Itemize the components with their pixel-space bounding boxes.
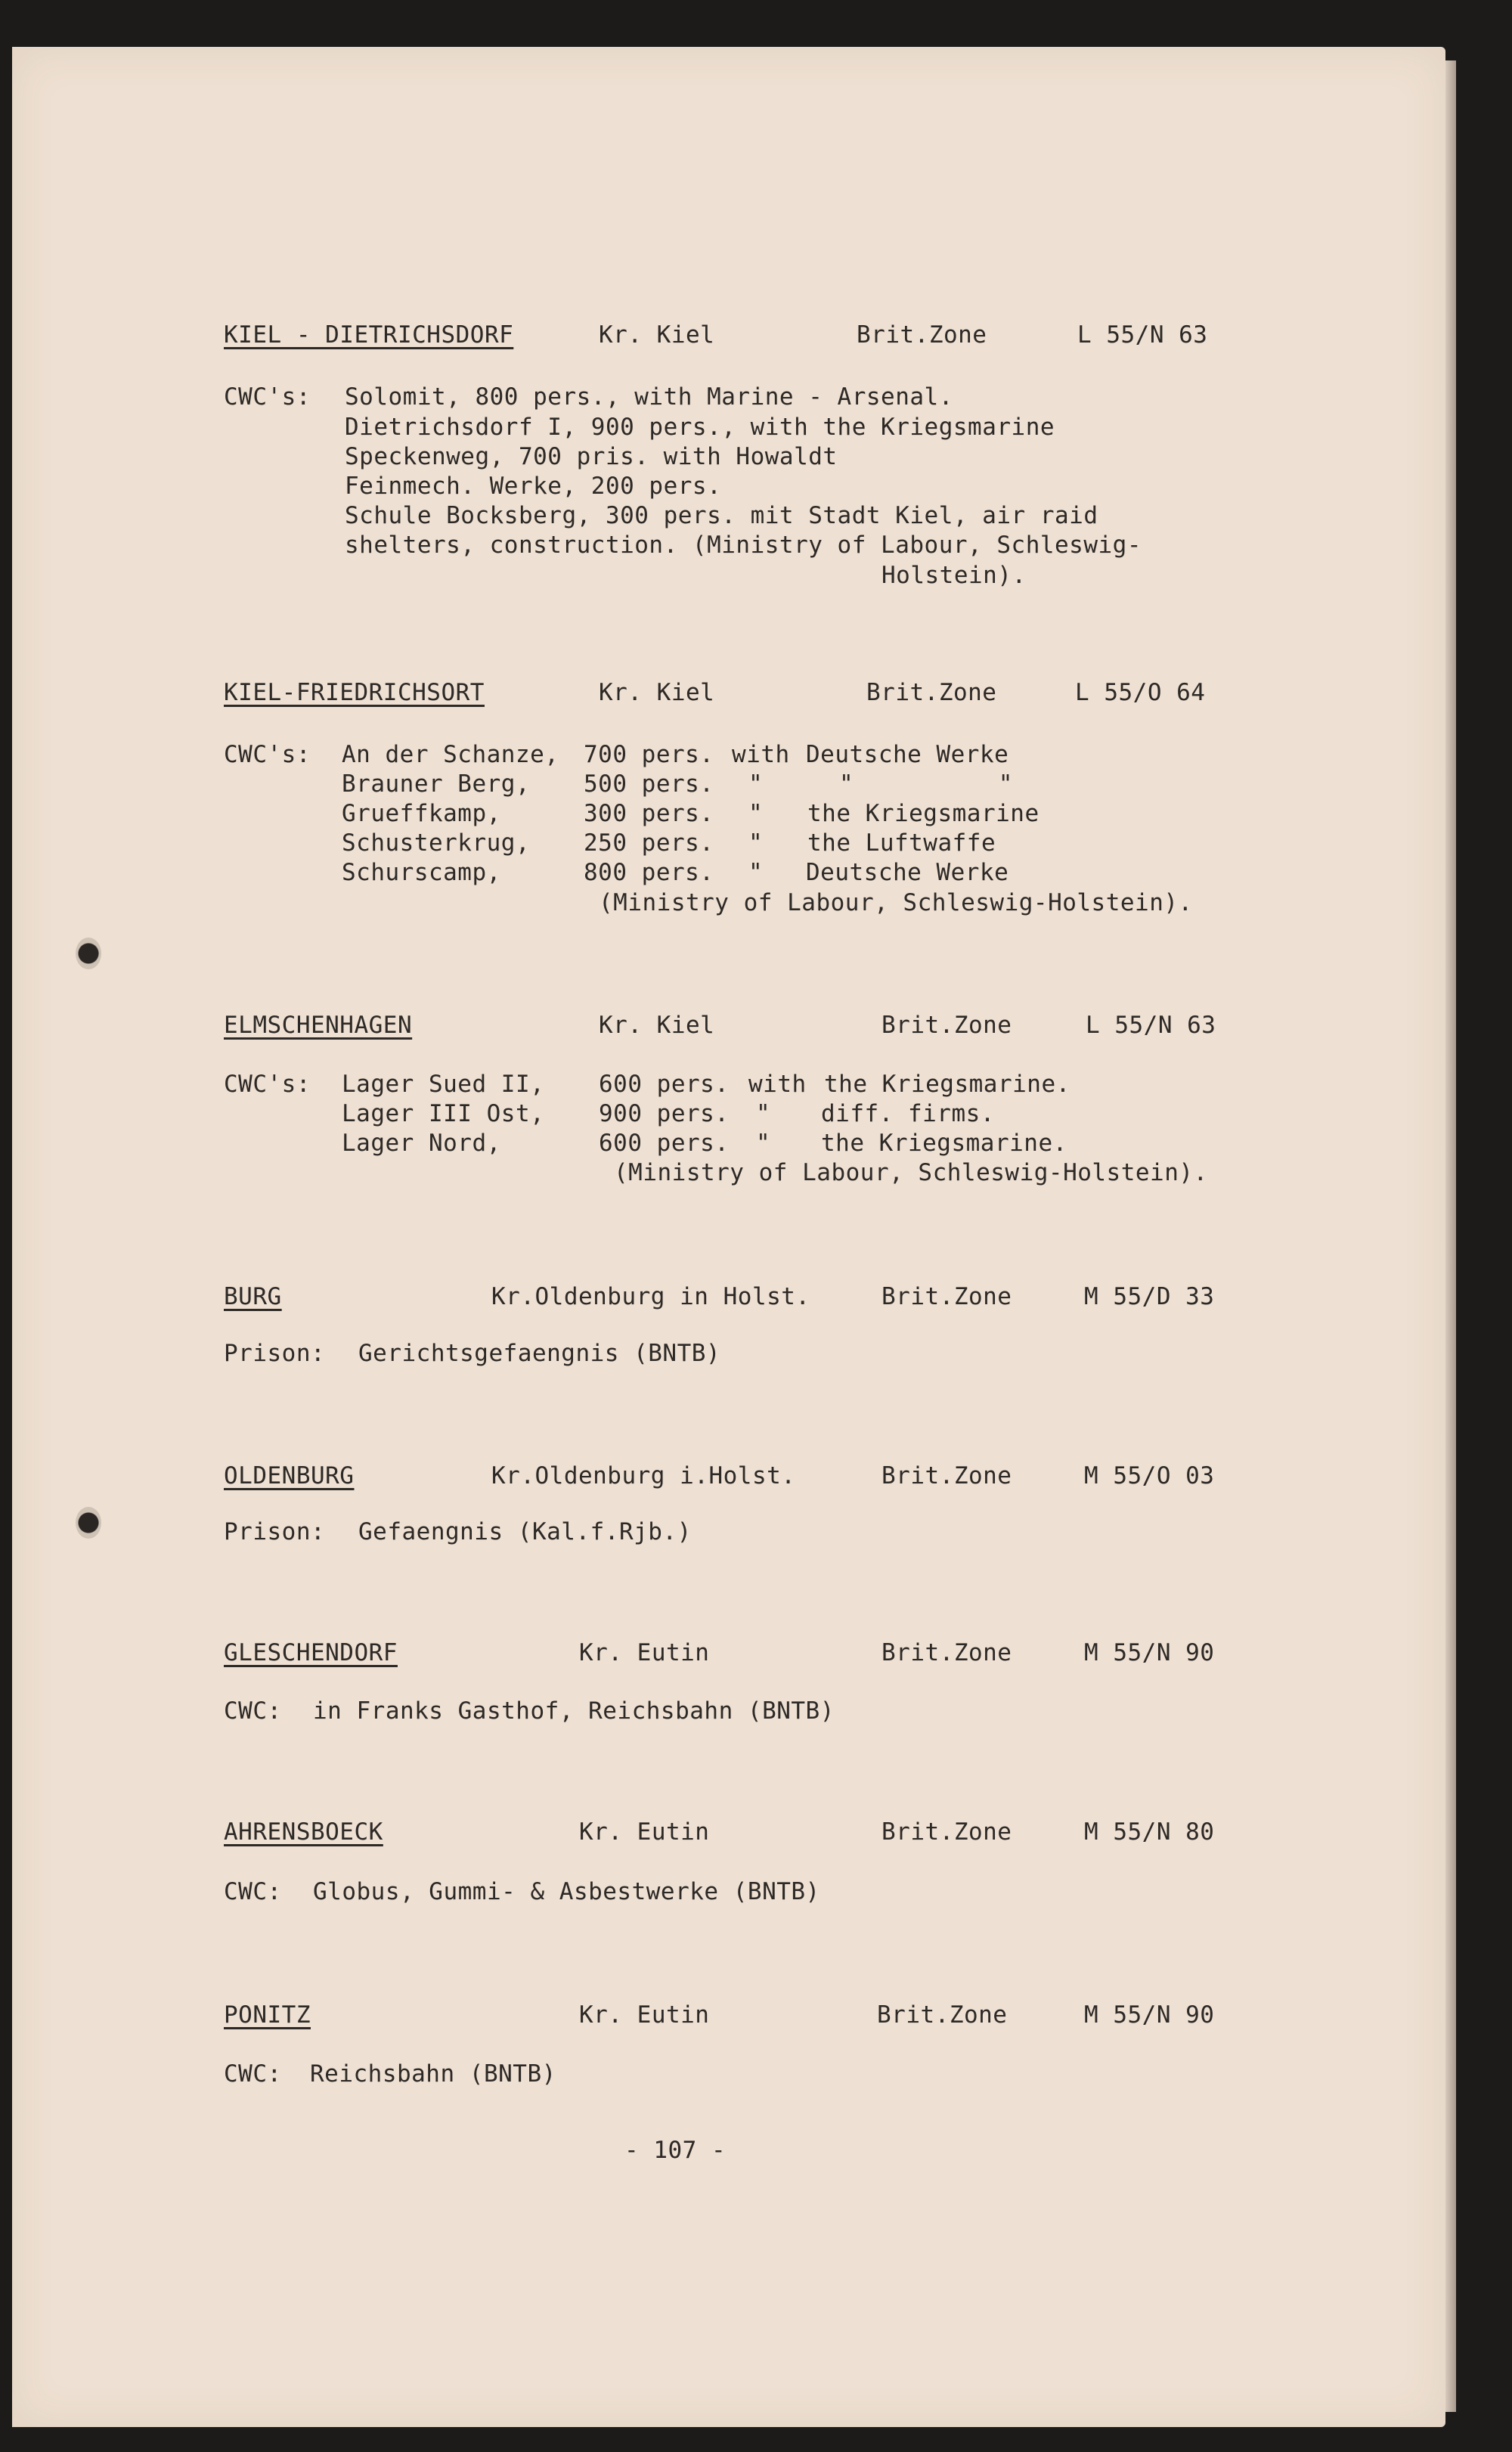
entry-grid: M 55/D 33 [1084,1283,1215,1310]
camp-count: 600 pers. [599,1130,730,1157]
entry-district: Kr. Eutin [579,1639,710,1666]
camp-firm: the Kriegsmarine. [821,1130,1067,1157]
camp-firm: the Kriegsmarine. [824,1071,1070,1098]
entry-zone: Brit.Zone [857,321,987,349]
entry-district: Kr. Eutin [579,1818,710,1846]
entry-line: Dietrichsdorf I, 900 pers., with the Kriegsmarine [345,414,1055,441]
camp-firm: Deutsche Werke [806,741,1009,768]
camp-count: 800 pers. [584,859,714,886]
entry-grid: M 55/N 90 [1084,2001,1215,2029]
entry-line: Feinmech. Werke, 200 pers. [345,473,722,500]
camp-count: 500 pers. [584,770,714,798]
entry-note: (Ministry of Labour, Schleswig-Holstein). [599,889,1193,916]
entry-place: AHRENSBOECK [224,1818,383,1846]
camp-firm: " " [839,770,1013,798]
camp-with: " [756,1130,771,1157]
camp-with: " [748,800,764,827]
entry-zone: Brit.Zone [881,1283,1012,1310]
entry-label: Prison: [224,1340,326,1367]
camp-firm: the Kriegsmarine [807,800,1040,827]
entry-label: CWC: [224,1697,282,1725]
entry-label: CWC's: [224,383,311,411]
entry-place: ELMSCHENHAGEN [224,1012,413,1039]
entry-text: Gerichtsgefaengnis (BNTB) [358,1340,721,1367]
entry-label: CWC: [224,2060,282,2088]
entry-district: Kr. Kiel [599,321,715,349]
entry-grid: L 55/O 64 [1075,679,1206,706]
camp-with: " [756,1100,771,1127]
entry-zone: Brit.Zone [866,679,997,706]
camp-with: with [748,1071,807,1098]
entry-text: Globus, Gummi- & Asbestwerke (BNTB) [313,1878,820,1905]
camp-with: " [748,770,764,798]
entry-place: KIEL-FRIEDRICHSORT [224,679,485,706]
entry-place: OLDENBURG [224,1462,355,1489]
entry-zone: Brit.Zone [881,1818,1012,1846]
camp-firm: Deutsche Werke [806,859,1009,886]
camp-with: with [732,741,790,768]
entry-line: Schule Bocksberg, 300 pers. mit Stadt Kiel, air raid [345,502,1098,529]
camp-name: Lager Nord, [342,1130,501,1157]
camp-name: Schurscamp, [342,859,501,886]
camp-name: Schusterkrug, [342,829,531,857]
entry-district: Kr. Eutin [579,2001,710,2029]
entry-grid: L 55/N 63 [1086,1012,1216,1039]
page-number: - 107 - [624,2137,727,2164]
entry-district: Kr.Oldenburg i.Holst. [491,1462,796,1489]
entry-label: Prison: [224,1518,326,1545]
entry-grid: L 55/N 63 [1077,321,1208,349]
camp-firm: diff. firms. [821,1100,995,1127]
punch-hole [76,1507,101,1539]
entry-zone: Brit.Zone [881,1462,1012,1489]
entry-note: (Ministry of Labour, Schleswig-Holstein). [614,1159,1208,1186]
entry-label: CWC: [224,1878,282,1905]
entry-text: Reichsbahn (BNTB) [310,2060,556,2088]
entry-place: PONITZ [224,2001,311,2029]
camp-count: 700 pers. [584,741,714,768]
entry-label: CWC's: [224,1071,311,1098]
entry-district: Kr.Oldenburg in Holst. [491,1283,810,1310]
entry-grid: M 55/N 90 [1084,1639,1215,1666]
camp-name: Lager Sued II, [342,1071,545,1098]
camp-count: 300 pers. [584,800,714,827]
entry-grid: M 55/N 80 [1084,1818,1215,1846]
entry-zone: Brit.Zone [881,1012,1012,1039]
entry-line: shelters, construction. (Ministry of Labour, Schleswig- [345,532,1142,559]
entry-text: in Franks Gasthof, Reichsbahn (BNTB) [313,1697,835,1725]
page-edge [1445,60,1456,2412]
entry-line: Speckenweg, 700 pris. with Howaldt [345,443,838,470]
entry-zone: Brit.Zone [877,2001,1008,2029]
entry-text: Gefaengnis (Kal.f.Rjb.) [358,1518,692,1545]
camp-name: Brauner Berg, [342,770,531,798]
camp-firm: the Luftwaffe [807,829,996,857]
entry-label: CWC's: [224,741,311,768]
entry-zone: Brit.Zone [881,1639,1012,1666]
entry-district: Kr. Kiel [599,1012,715,1039]
entry-place: KIEL - DIETRICHSDORF [224,321,514,349]
camp-name: Grueffkamp, [342,800,501,827]
camp-count: 900 pers. [599,1100,730,1127]
camp-with: " [748,859,764,886]
entry-grid: M 55/O 03 [1084,1462,1215,1489]
camp-name: An der Schanze, [342,741,559,768]
entry-place: BURG [224,1283,282,1310]
camp-count: 600 pers. [599,1071,730,1098]
camp-count: 250 pers. [584,829,714,857]
entry-line: Solomit, 800 pers., with Marine - Arsenal. [345,383,953,411]
camp-name: Lager III Ost, [342,1100,545,1127]
punch-hole [76,938,101,969]
entry-place: GLESCHENDORF [224,1639,398,1666]
entry-line: Holstein). [881,562,1027,589]
camp-with: " [748,829,764,857]
entry-district: Kr. Kiel [599,679,715,706]
